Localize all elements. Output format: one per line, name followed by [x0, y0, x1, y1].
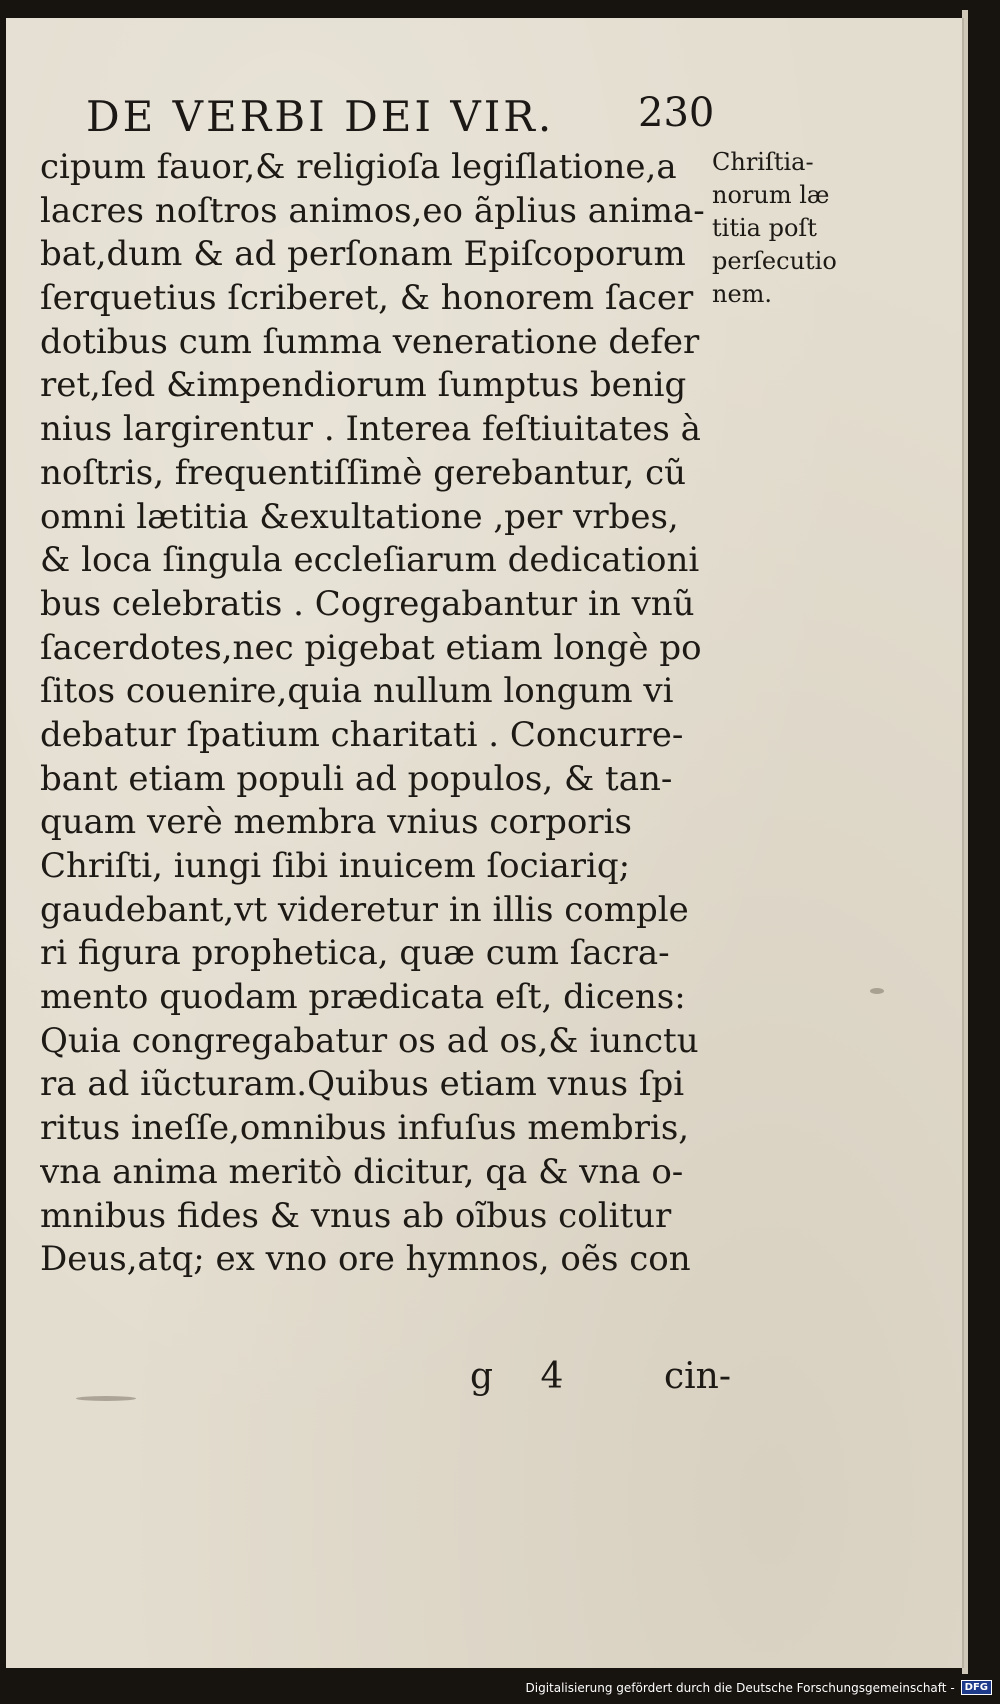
text-line: debatur ſpatium charitati . Concurre- — [40, 714, 684, 755]
main-text-block — [40, 146, 740, 1282]
marginal-note — [712, 146, 882, 311]
text-line: ſerquetius ſcriberet, & honorem ſacer — [40, 278, 694, 319]
text-line: ſitos couenire,quia nullum longum vi — [40, 671, 674, 712]
text-line: lacres noſtros animos,eo ãplius anima- — [40, 190, 705, 231]
catchword: cin- — [664, 1356, 732, 1397]
marginal-line: Chriſtia- — [712, 148, 814, 176]
text-line: omni lætitia &exultatione ,per vrbes, — [40, 496, 679, 537]
text-line: noſtris, frequentiſſimè gerebantur, cũ — [40, 452, 687, 493]
text-line: mnibus fides & vnus ab oĩbus colitur — [40, 1195, 672, 1236]
page-footer — [470, 1356, 770, 1406]
text-line: cipum fauor,& religioſa legiſlatione,a — [40, 147, 677, 187]
text-line: ret,ſed &impendiorum ſumptus benig — [40, 365, 687, 406]
text-line: ſacerdotes,nec pigebat etiam longè po — [40, 627, 702, 668]
text-line: ra ad iũcturam.Quibus etiam vnus ſpi — [40, 1064, 685, 1105]
text-line: mento quodam prædicata eſt, dicens: — [40, 977, 686, 1018]
text-line: Quia congregabatur os ad os,& iunctu — [40, 1020, 699, 1061]
text-line: ri figura prophetica, quæ cum ſacra- — [40, 933, 670, 974]
text-line: bus celebratis . Cogregabantur in vnũ — [40, 583, 695, 624]
text-line: vna anima meritò dicitur, qa & vna o- — [40, 1151, 684, 1192]
text-line: nius largirentur . Interea feſtiuitates à — [40, 409, 701, 450]
page-header — [78, 88, 718, 148]
text-line: dotibus cum ſumma veneratione defer — [40, 321, 700, 362]
text-line: & loca ſingula eccleſiarum dedicationi — [40, 540, 700, 581]
text-line: Chriſti, iungi ſibi inuicem ſociariq; — [40, 846, 631, 886]
text-line: gaudebant,vt videretur in illis comple — [40, 889, 689, 930]
running-title: DE VERBI DEI VIR. — [86, 92, 555, 141]
ink-smudge — [76, 1396, 136, 1401]
credit-text: Digitalisierung gefördert durch die Deutsche Forschungsgemeinschaft - — [525, 1680, 955, 1695]
marginal-line: perſecutio — [712, 247, 837, 275]
marginal-line: norum læ — [712, 181, 830, 209]
text-line: Deus,atq; ex vno ore hymnos, oẽs con — [40, 1239, 691, 1280]
digitization-credit — [526, 1680, 993, 1695]
text-line: bant etiam populi ad populos, & tan- — [40, 758, 673, 799]
marginal-line: titia poſt — [712, 214, 817, 242]
text-line: quam verè membra vnius corporis — [40, 802, 632, 843]
signature-mark: g 4 — [470, 1356, 582, 1397]
dfg-logo: DFG — [961, 1680, 992, 1695]
ink-smudge — [870, 988, 884, 994]
text-line: ritus ineſſe,omnibus infuſus membris, — [40, 1108, 690, 1149]
text-line: bat,dum & ad perſonam Epiſcoporum — [40, 234, 686, 275]
page-number: 230 — [638, 90, 715, 136]
marginal-line: nem. — [712, 280, 773, 308]
